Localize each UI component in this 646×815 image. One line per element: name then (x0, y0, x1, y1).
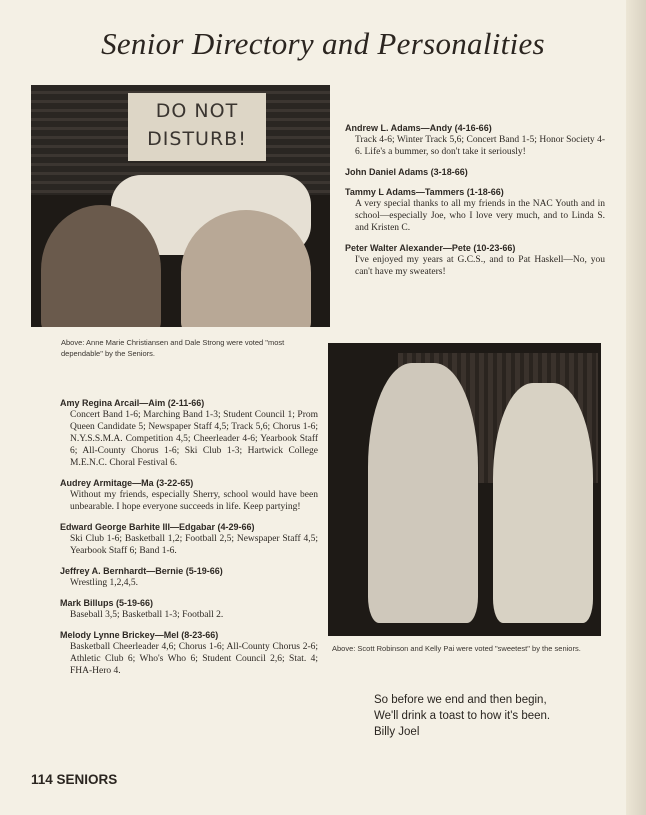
entry-name: Edward George Barhite III—Edgabar (4-29-66) (60, 522, 255, 532)
person-right (181, 210, 311, 327)
entry-desc: Ski Club 1-6; Basketball 1,2; Football 2,5; Newspaper Staff 4,5; Yearbook Staff 6; Band 1-6. (70, 534, 318, 556)
photo-sweetest (328, 343, 601, 636)
entry-name: Peter Walter Alexander—Pete (10-23-66) (345, 243, 516, 253)
entry-name: John Daniel Adams (3-18-66) (345, 167, 468, 177)
billy-joel-quote: So before we end and then begin, We'll drink a toast to how it's been. Billy Joel (374, 694, 551, 738)
sign-line-2: DISTURB! (147, 128, 247, 150)
person-left (368, 363, 478, 623)
entry-name: Audrey Armitage—Ma (3-22-65) (60, 478, 194, 488)
page-title: Senior Directory and Personalities (101, 26, 545, 61)
directory-entry (60, 397, 318, 469)
entry-name: Jeffrey A. Bernhardt—Bernie (5-19-66) (60, 566, 223, 576)
directory-entry (345, 122, 605, 158)
directory-entry (60, 565, 318, 589)
page-folio: 114 SENIORS (31, 772, 118, 787)
directory-entry (345, 242, 605, 278)
entry-name: Andrew L. Adams—Andy (4-16-66) (345, 123, 492, 133)
entry-name: Mark Billups (5-19-66) (60, 598, 154, 608)
person-right (493, 383, 593, 623)
entry-name: Melody Lynne Brickey—Mel (8-23-66) (60, 630, 219, 640)
directory-entry (60, 521, 318, 557)
entry-name: Amy Regina Arcail—Aim (2-11-66) (60, 398, 205, 408)
directory-entry (345, 166, 605, 178)
entry-desc: I've enjoyed my years at G.C.S., and to Pat Haskell—No, you can't have my sweaters! (355, 255, 605, 277)
do-not-disturb-sign (128, 93, 266, 161)
directory-right-column (345, 122, 605, 286)
directory-entry (60, 477, 318, 513)
directory-entry (60, 597, 318, 621)
directory-left-column (60, 397, 318, 685)
entry-name: Tammy L Adams—Tammers (1-18-66) (345, 187, 504, 197)
directory-entry (60, 629, 318, 677)
entry-desc: Track 4-6; Winter Track 5,6; Concert Band 1-5; Honor Society 4-6. Life's a bummer, so don't take it seriously! (355, 135, 605, 157)
caption-most-dependable: Above: Anne Marie Christiansen and Dale Strong were voted "most dependable" by the Seniors. (61, 338, 285, 358)
page-edge (626, 0, 646, 815)
entry-desc: A very special thanks to all my friends in the NAC Youth and in school—especially Joe, who I love very much, and to Linda S. and Kristen C. (355, 199, 605, 233)
photo-most-dependable (31, 85, 330, 327)
caption-sweetest: Above: Scott Robinson and Kelly Pai were voted "sweetest" by the seniors. (332, 644, 581, 653)
sign-line-1: DO NOT (155, 100, 239, 122)
entry-desc: Basketball Cheerleader 4,6; Chorus 1-6; All-County Chorus 2-6; Athletic Club 6; Who's Who 6; Student Council 2,6; Stat. 4; FHA-Hero 4. (70, 642, 318, 676)
entry-desc: Concert Band 1-6; Marching Band 1-3; Student Council 1; Prom Queen Candidate 5; Newspaper Staff 4,5; Track 5,6; Chorus 1-6; N.Y.S.S.M.A. Competition 4,5; Cheerleader 4-6; Yearbook Staff 6; All-County Chorus 1-6; Ski Club 1-3; Hartwick College M.E.N.C. Choral Festival 6. (70, 410, 318, 468)
person-left (41, 205, 161, 327)
entry-desc: Wrestling 1,2,4,5. (70, 578, 138, 588)
directory-entry (345, 186, 605, 234)
entry-desc: Baseball 3,5; Basketball 1-3; Football 2. (70, 610, 224, 620)
entry-desc: Without my friends, especially Sherry, school would have been unbearable. I hope everyone succeeds in life. Keep partying! (70, 490, 318, 512)
